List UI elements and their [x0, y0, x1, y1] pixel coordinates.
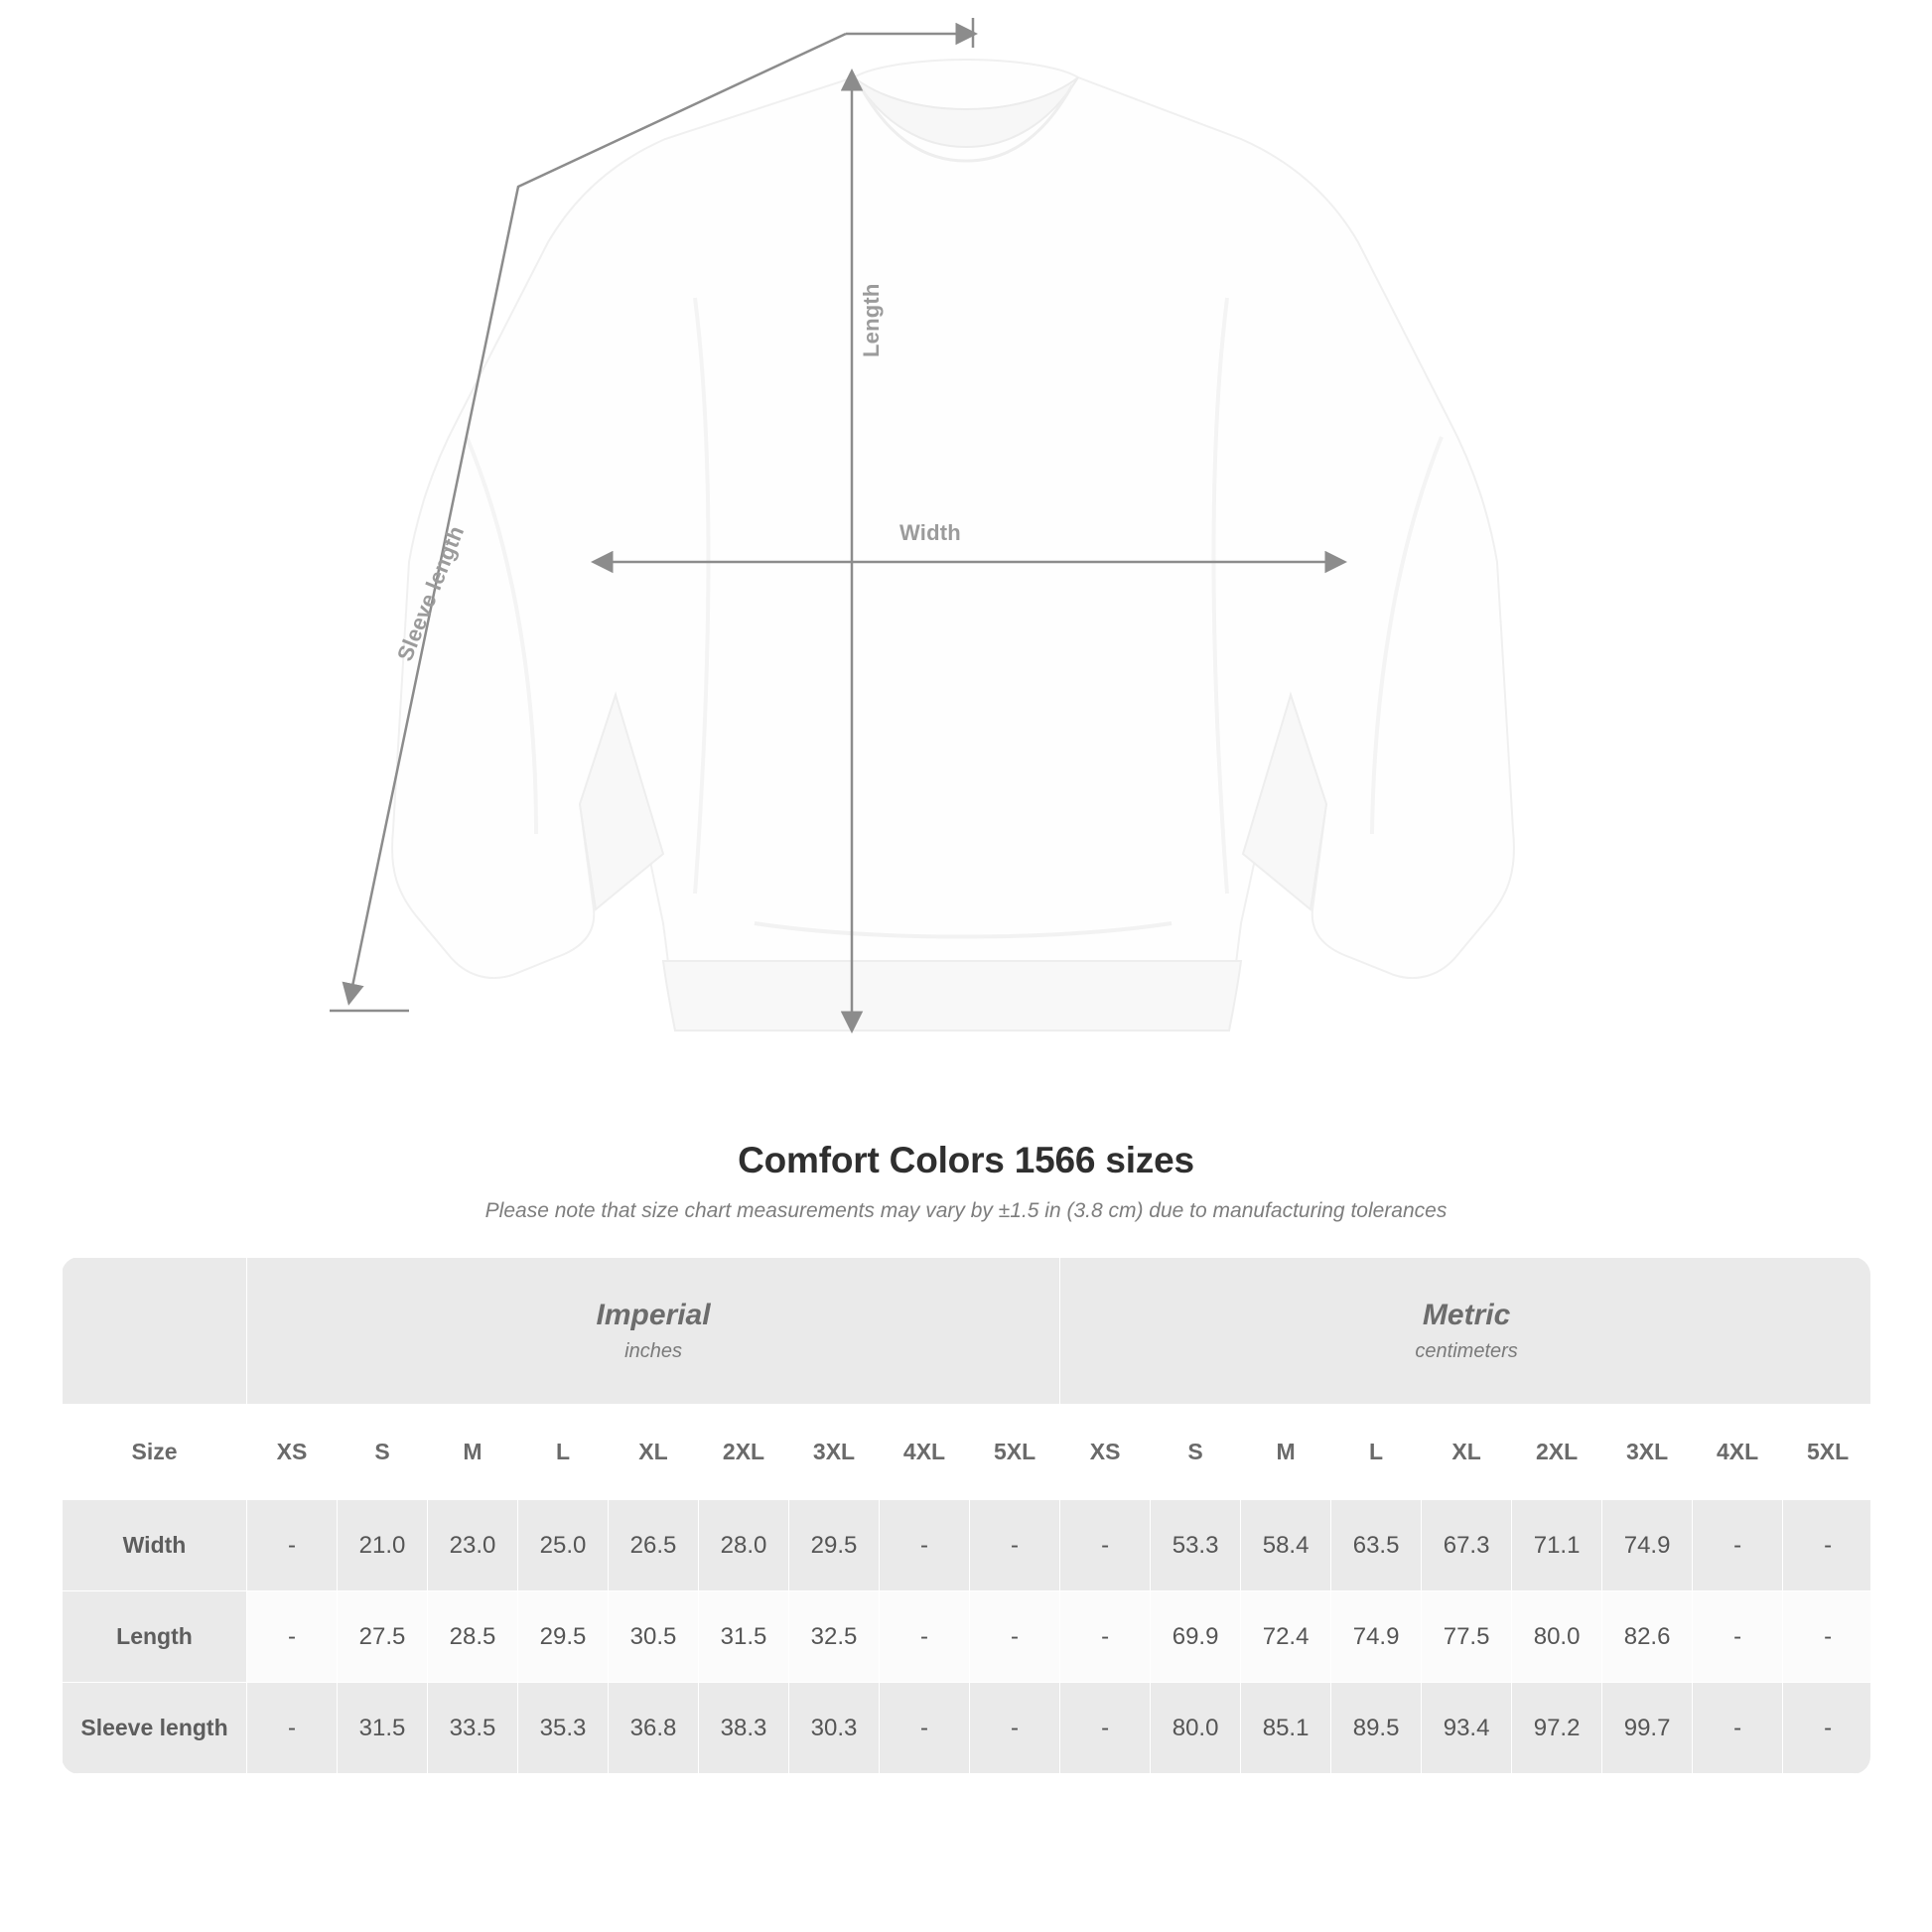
header-imperial-s: S	[338, 1405, 428, 1500]
unit-header-row	[63, 1258, 1871, 1405]
header-imperial-2xl: 2XL	[699, 1405, 789, 1500]
cell-length-imperial-xl: 30.5	[609, 1591, 699, 1683]
cell-width-imperial-m: 23.0	[428, 1500, 518, 1591]
sleeve-length-label: Sleeve length	[392, 522, 470, 665]
cell-sleeve-metric-2xl: 97.2	[1512, 1683, 1602, 1774]
cell-length-imperial-4xl: -	[880, 1591, 970, 1683]
row-label-length: Length	[63, 1591, 247, 1683]
header-metric-s: S	[1151, 1405, 1241, 1500]
cell-sleeve-metric-s: 80.0	[1151, 1683, 1241, 1774]
title-block	[0, 1140, 1932, 1223]
header-imperial-4xl: 4XL	[880, 1405, 970, 1500]
cell-length-metric-2xl: 80.0	[1512, 1591, 1602, 1683]
table-row	[63, 1683, 1871, 1774]
unit-sub-imperial: inches	[624, 1340, 682, 1362]
cell-sleeve-imperial-xl: 36.8	[609, 1683, 699, 1774]
table-row	[63, 1500, 1871, 1591]
cell-length-metric-5xl: -	[1783, 1591, 1870, 1683]
tolerance-note: Please note that size chart measurements may vary by ±1.5 in (3.8 cm) due to manufacturing tolerances	[484, 1199, 1448, 1222]
cell-sleeve-imperial-3xl: 30.3	[789, 1683, 880, 1774]
cell-length-imperial-s: 27.5	[338, 1591, 428, 1683]
cell-width-metric-xl: 67.3	[1422, 1500, 1512, 1591]
header-imperial-xl: XL	[609, 1405, 699, 1500]
size-table	[62, 1257, 1870, 1774]
table-row	[63, 1591, 1871, 1683]
cell-sleeve-metric-m: 85.1	[1241, 1683, 1331, 1774]
cell-sleeve-metric-3xl: 99.7	[1602, 1683, 1693, 1774]
cell-width-metric-xs: -	[1060, 1500, 1151, 1591]
cell-width-imperial-xl: 26.5	[609, 1500, 699, 1591]
header-metric-3xl: 3XL	[1602, 1405, 1693, 1500]
cell-width-metric-5xl: -	[1783, 1500, 1870, 1591]
cell-length-imperial-m: 28.5	[428, 1591, 518, 1683]
header-imperial-m: M	[428, 1405, 518, 1500]
cell-length-imperial-3xl: 32.5	[789, 1591, 880, 1683]
header-metric-m: M	[1241, 1405, 1331, 1500]
cell-width-imperial-s: 21.0	[338, 1500, 428, 1591]
header-imperial-l: L	[518, 1405, 609, 1500]
width-label: Width	[899, 520, 961, 545]
cell-width-metric-l: 63.5	[1331, 1500, 1422, 1591]
cell-sleeve-metric-l: 89.5	[1331, 1683, 1422, 1774]
cell-width-metric-s: 53.3	[1151, 1500, 1241, 1591]
unit-header-spacer	[63, 1258, 247, 1405]
header-imperial-3xl: 3XL	[789, 1405, 880, 1500]
header-metric-2xl: 2XL	[1512, 1405, 1602, 1500]
header-imperial-xs: XS	[247, 1405, 338, 1500]
cell-width-imperial-4xl: -	[880, 1500, 970, 1591]
cell-width-imperial-2xl: 28.0	[699, 1500, 789, 1591]
cell-sleeve-imperial-m: 33.5	[428, 1683, 518, 1774]
cell-length-imperial-5xl: -	[970, 1591, 1060, 1683]
unit-sub-metric: centimeters	[1415, 1340, 1518, 1362]
cell-length-imperial-l: 29.5	[518, 1591, 609, 1683]
cell-length-imperial-2xl: 31.5	[699, 1591, 789, 1683]
page-title: Comfort Colors 1566 sizes	[738, 1140, 1194, 1180]
cell-sleeve-imperial-4xl: -	[880, 1683, 970, 1774]
header-metric-xl: XL	[1422, 1405, 1512, 1500]
unit-header-metric	[1060, 1258, 1870, 1405]
unit-name-imperial: Imperial	[596, 1299, 711, 1331]
row-label-width: Width	[63, 1500, 247, 1591]
size-header-row	[63, 1405, 1871, 1500]
header-metric-xs: XS	[1060, 1405, 1151, 1500]
length-label: Length	[859, 283, 884, 357]
cell-length-imperial-xs: -	[247, 1591, 338, 1683]
cell-sleeve-imperial-xs: -	[247, 1683, 338, 1774]
cell-width-imperial-l: 25.0	[518, 1500, 609, 1591]
cell-sleeve-metric-xs: -	[1060, 1683, 1151, 1774]
cell-width-metric-m: 58.4	[1241, 1500, 1331, 1591]
cell-length-metric-xs: -	[1060, 1591, 1151, 1683]
unit-header-imperial	[247, 1258, 1060, 1405]
cell-sleeve-imperial-l: 35.3	[518, 1683, 609, 1774]
cell-length-metric-3xl: 82.6	[1602, 1591, 1693, 1683]
cell-sleeve-metric-xl: 93.4	[1422, 1683, 1512, 1774]
cell-width-imperial-3xl: 29.5	[789, 1500, 880, 1591]
cell-sleeve-metric-5xl: -	[1783, 1683, 1870, 1774]
cell-width-metric-2xl: 71.1	[1512, 1500, 1602, 1591]
unit-name-metric: Metric	[1422, 1299, 1511, 1331]
cell-width-imperial-5xl: -	[970, 1500, 1060, 1591]
cell-width-imperial-xs: -	[247, 1500, 338, 1591]
cell-length-metric-xl: 77.5	[1422, 1591, 1512, 1683]
header-metric-5xl: 5XL	[1783, 1405, 1870, 1500]
header-imperial-5xl: 5XL	[970, 1405, 1060, 1500]
cell-sleeve-imperial-2xl: 38.3	[699, 1683, 789, 1774]
cell-width-metric-4xl: -	[1693, 1500, 1783, 1591]
header-metric-4xl: 4XL	[1693, 1405, 1783, 1500]
cell-sleeve-imperial-s: 31.5	[338, 1683, 428, 1774]
cell-sleeve-imperial-5xl: -	[970, 1683, 1060, 1774]
size-table-wrap	[62, 1257, 1870, 1774]
cell-sleeve-metric-4xl: -	[1693, 1683, 1783, 1774]
cell-length-metric-s: 69.9	[1151, 1591, 1241, 1683]
cell-length-metric-m: 72.4	[1241, 1591, 1331, 1683]
row-label-sleeve-length: Sleeve length	[63, 1683, 247, 1774]
header-size: Size	[63, 1405, 247, 1500]
cell-length-metric-l: 74.9	[1331, 1591, 1422, 1683]
header-metric-l: L	[1331, 1405, 1422, 1500]
cell-width-metric-3xl: 74.9	[1602, 1500, 1693, 1591]
cell-length-metric-4xl: -	[1693, 1591, 1783, 1683]
